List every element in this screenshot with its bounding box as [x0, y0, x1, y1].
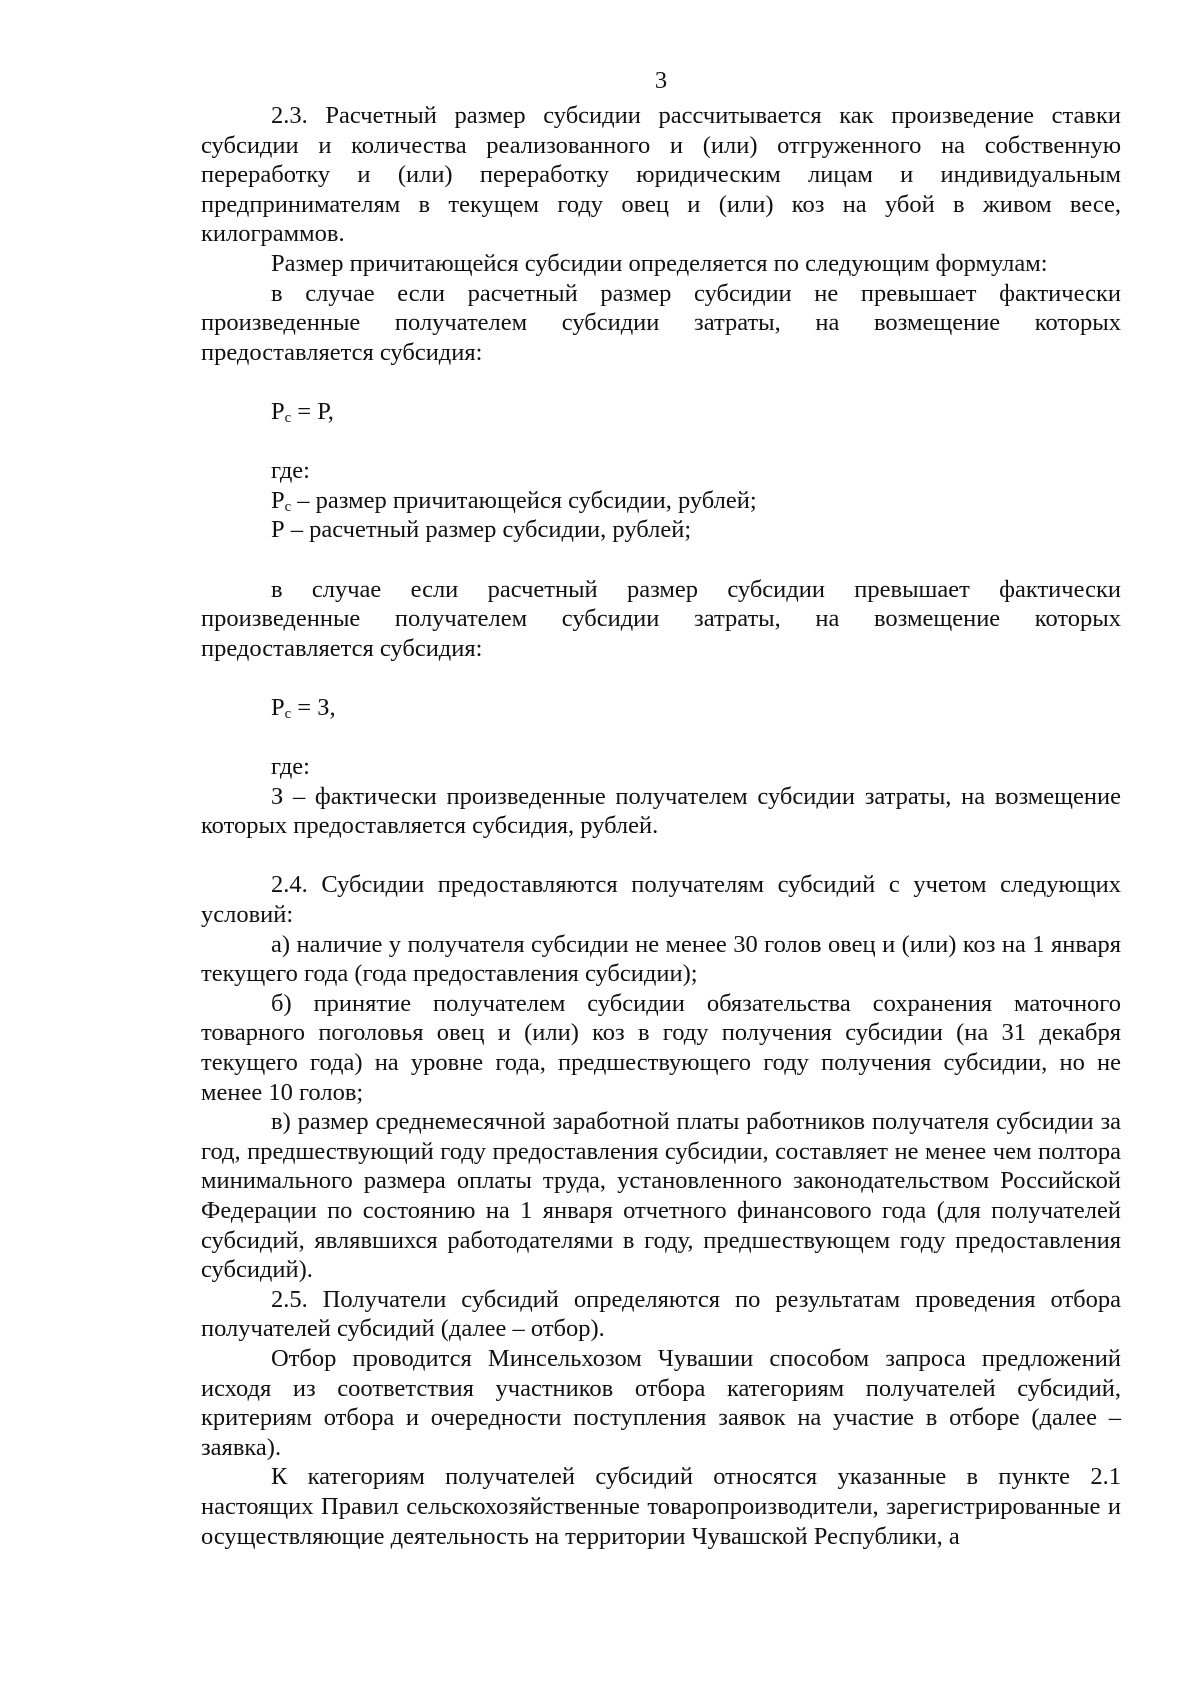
spacer — [201, 663, 1121, 693]
paragraph-case-1: в случае если расчетный размер субсидии не превышает фактически произведенные получателем субсидии затраты, на возмещение которых предоставляется субсидия: — [201, 279, 1121, 366]
condition-b: б) принятие получателем субсидии обязательства сохранения маточного товарного поголовья овец и (или) коз в году получения субсидии (на 31 декабря текущего года) на уровне года, предшествующего году получения субсидии, но не менее 10 голов; — [201, 989, 1121, 1106]
definition-subscript: с — [284, 498, 292, 515]
definition-p: Р – расчетный размер субсидии, рублей; — [271, 516, 692, 544]
definition-var: Р — [271, 486, 285, 514]
spacer — [201, 722, 1121, 752]
where-label-1: где: — [271, 457, 310, 485]
formula-2 — [201, 693, 1121, 723]
spacer — [201, 841, 1121, 871]
paragraph-2-5: 2.5. Получатели субсидий определяются по результатам проведения отбора получателей субсидий (далее – отбор). — [201, 1285, 1121, 1343]
condition-a: а) наличие у получателя субсидии не менее 30 голов овец и (или) коз на 1 января текущего года (года предоставления субсидии); — [201, 930, 1121, 988]
formula-rhs: = З, — [291, 693, 336, 721]
paragraph-categories: К категориям получателей субсидий относятся указанные в пункте 2.1 настоящих Правил сельскохозяйственные товаропроизводители, зарегистрированные и осуществляющие деятельность на территории Чувашской Республики, а — [201, 1463, 1121, 1550]
paragraph-size-formulas: Размер причитающейся субсидии определяется по следующим формулам: — [271, 249, 1048, 277]
spacer — [201, 367, 1121, 397]
where-label-2: где: — [271, 753, 310, 781]
spacer — [201, 545, 1121, 575]
paragraph-case-2: в случае если расчетный размер субсидии превышает фактически произведенные получателем субсидии затраты, на возмещение которых предоставляется субсидия: — [201, 575, 1121, 662]
paragraph-selection: Отбор проводится Минсельхозом Чувашии способом запроса предложений исходя из соответствия участников отбора категориям получателей субсидий, критериям отбора и очередности поступления заявок на участие в отборе (далее – заявка). — [201, 1344, 1121, 1461]
formula-rhs: = Р, — [291, 397, 334, 425]
condition-v: в) размер среднемесячной заработной платы работников получателя субсидии за год, предшествующий году предоставления субсидии, составляет не менее чем полтора минимального размера оплаты труда, установленного законодательством Российской Федерации по состоянию на 1 января отчетного финансового года (для получателей субсидий, являвшихся работодателями в году, предшествующем году предоставления субсидий). — [201, 1108, 1121, 1284]
definition-text: – размер причитающейся субсидии, рублей; — [291, 486, 757, 514]
document-page — [201, 66, 1121, 1551]
formula-var: Р — [271, 397, 285, 425]
formula-1 — [201, 397, 1121, 427]
formula-subscript: с — [284, 705, 292, 722]
page-number: 3 — [654, 67, 668, 94]
formula-subscript: с — [284, 409, 292, 426]
spacer — [201, 427, 1121, 457]
definition-pc — [201, 486, 1121, 516]
paragraph-2-3: 2.3. Расчетный размер субсидии рассчитывается как произведение ставки субсидии и количества реализованного и (или) отгруженного на собственную переработку и (или) переработку юридическим лицам и индивидуальным предпринимателям в текущем году овец и (или) коз на убой в живом весе, килограммов. — [201, 102, 1121, 248]
definition-z: З – фактически произведенные получателем субсидии затраты, на возмещение которых предоставляется субсидия, рублей. — [201, 782, 1121, 840]
formula-var: Р — [271, 693, 285, 721]
paragraph-2-4: 2.4. Субсидии предоставляются получателям субсидий с учетом следующих условий: — [201, 871, 1121, 929]
